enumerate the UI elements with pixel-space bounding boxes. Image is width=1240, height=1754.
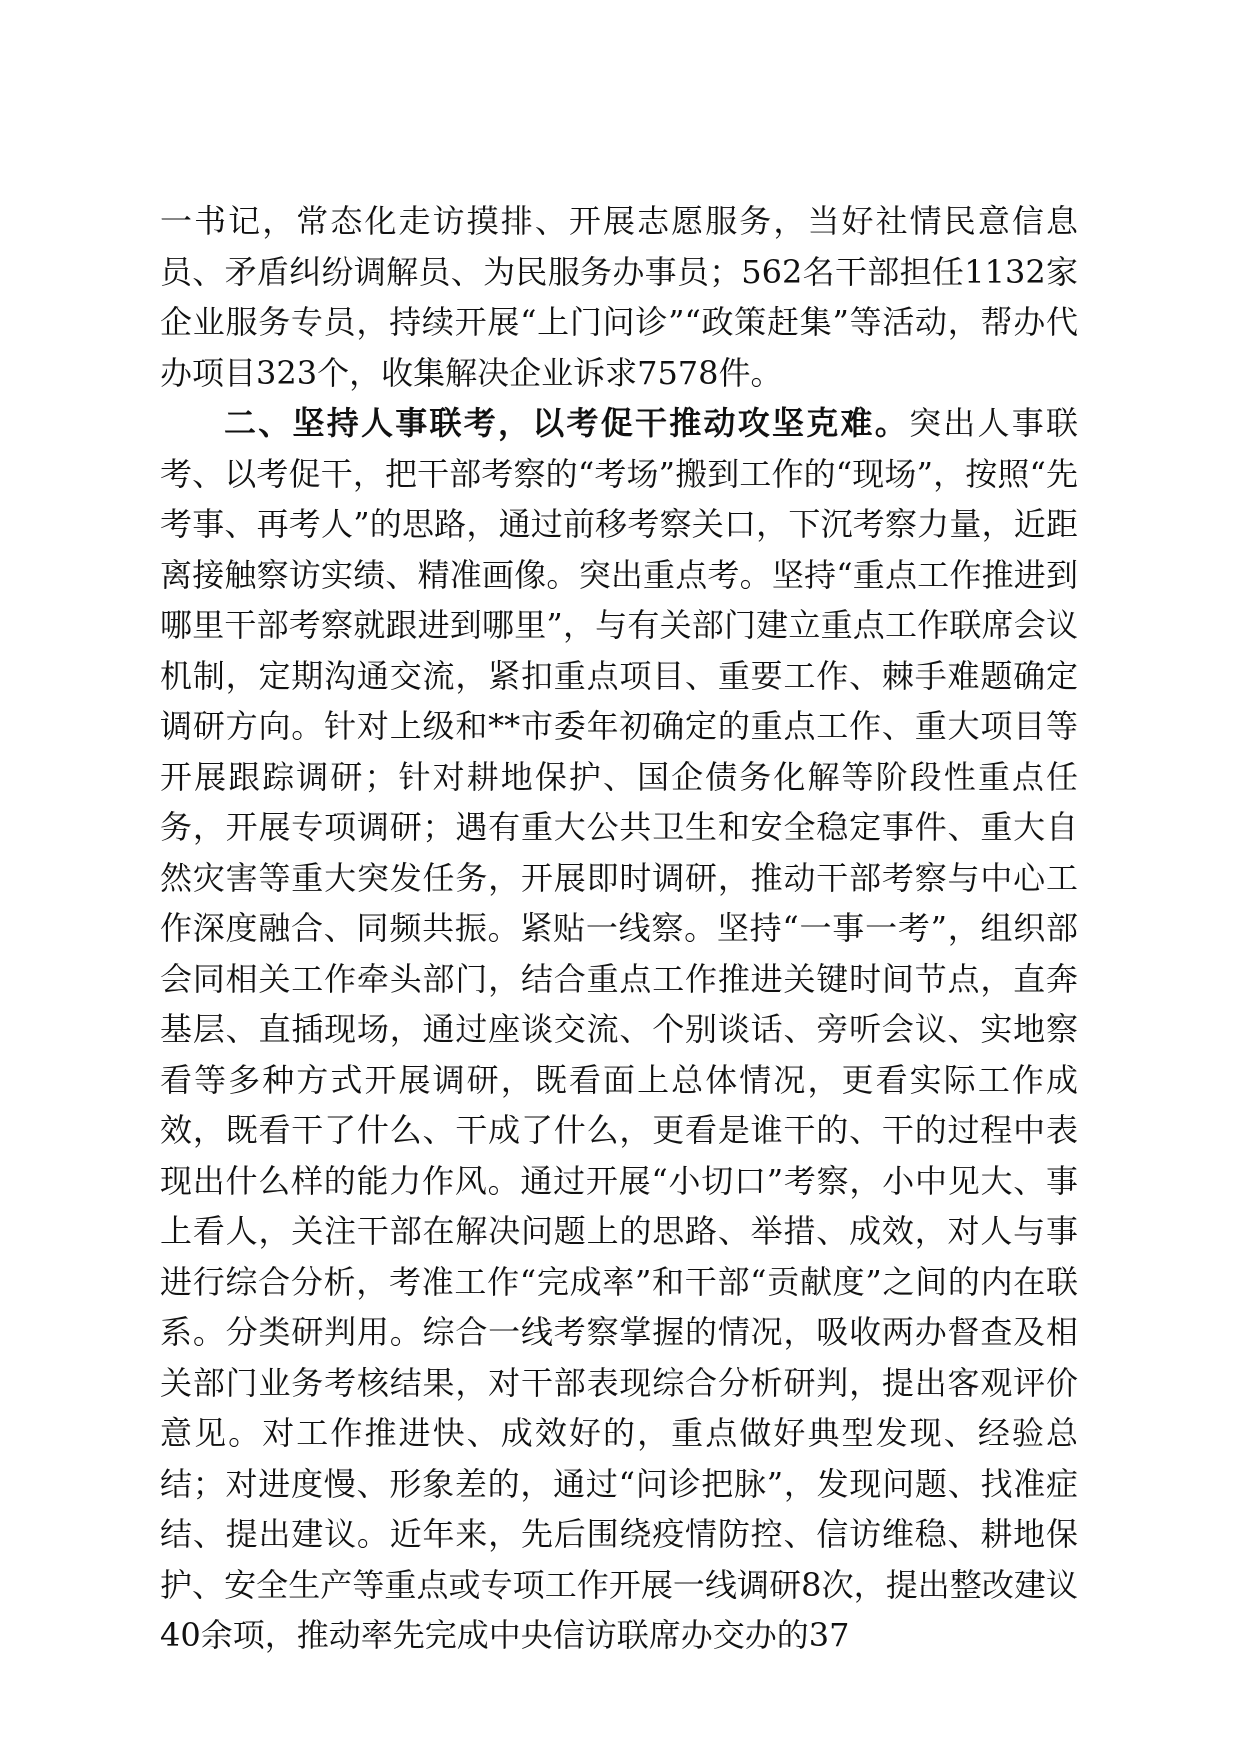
- paragraph-text: 突出人事联考、以考促干，把干部考察的“考场”搬到工作的“现场”，按照“先考事、再考人”的思路，通过前移考察关口，下沉考察力量，近距离接触察访实绩、精准画像。突出重点考。坚持“重点工作推进到哪里干部考察就跟进到哪里”，与有关部门建立重点工作联席会议机制，定期沟通交流，紧扣重点项目、重要工作、棘手难题确定调研方向。针对上级和**市委年初确定的重点工作、重大项目等开展跟踪调研；针对耕地保护、国企债务化解等阶段性重点任务，开展专项调研；遇有重大公共卫生和安全稳定事件、重大自然灾害等重大突发任务，开展即时调研，推动干部考察与中心工作深度融合、同频共振。紧贴一线察。坚持“一事一考”，组织部会同相关工作牵头部门，结合重点工作推进关键时间节点，直奔基层、直插现场，通过座谈交流、个别谈话、旁听会议、实地察看等多种方式开展调研，既看面上总体情况，更看实际工作成效，既看干了什么、干成了什么，更看是谁干的、干的过程中表现出什么样的能力作风。通过开展“小切口”考察，小中见大、事上看人，关注干部在解决问题上的思路、举措、成效，对人与事进行综合分析，考准工作“完成率”和干部“贡献度”之间的内在联系。分类研判用。综合一线考察掌握的情况，吸收两办督查及相关部门业务考核结果，对干部表现综合分析研判，提出客观评价意见。对工作推进快、成效好的，重点做好典型发现、经验总结；对进度慢、形象差的，通过“问诊把脉”，发现问题、找准症结、提出建议。近年来，先后围绕疫情防控、信访维稳、耕地保护、安全生产等重点或专项工作开展一线调研8次，提出整改建议40余项，推动率先完成中央信访联席办交办的37: [160, 404, 1078, 1654]
- paragraph-text: 一书记，常态化走访摸排、开展志愿服务，当好社情民意信息员、矛盾纠纷调解员、为民服务办事员；562名干部担任1132家企业服务专员，持续开展“上门问诊”“政策赶集”等活动，帮办代办项目323个，收集解决企业诉求7578件。: [160, 202, 1078, 392]
- section-heading: 二、坚持人事联考，以考促干推动攻坚克难。: [224, 404, 909, 442]
- paragraph-section-two: [160, 398, 1078, 1661]
- document-page: [160, 196, 1078, 1661]
- paragraph-continuation: [160, 196, 1078, 398]
